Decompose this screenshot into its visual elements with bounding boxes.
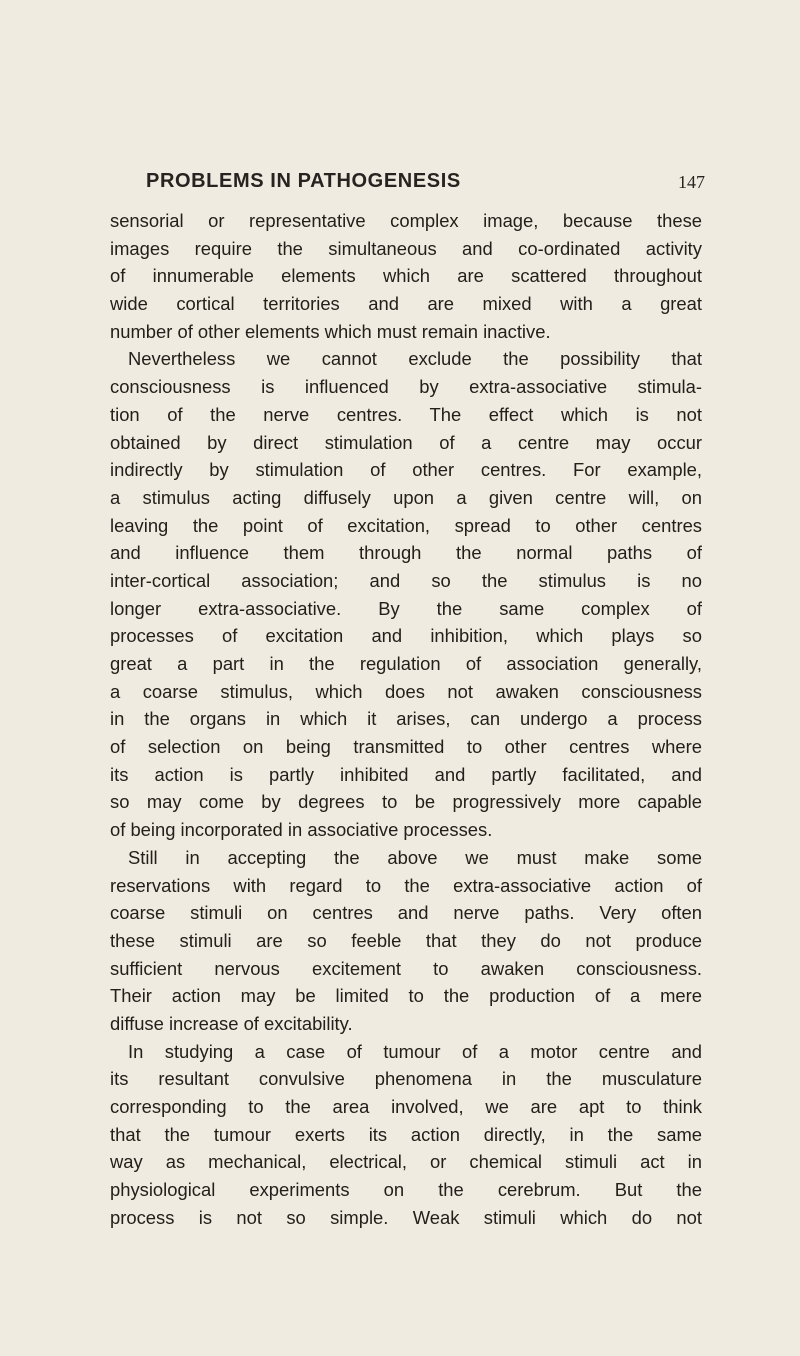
text-line: coarse stimuli on centres and nerve paths. Very often [110,902,702,924]
text-line: In studying a case of tumour of a motor centre and [128,1040,702,1062]
text-line: these stimuli are so feeble that they do not produce [110,929,702,951]
text-line: Nevertheless we cannot exclude the possibility that [128,348,702,370]
text-line: its resultant convulsive phenomena in the musculature [110,1068,702,1090]
text-line: diffuse increase of excitability. [110,1012,353,1034]
text-line: reservations with regard to the extra-associative action of [110,874,702,896]
text-line: physiological experiments on the cerebrum. But the [110,1179,702,1201]
text-line: number of other elements which must remain inactive. [110,320,551,342]
running-head [110,170,710,200]
text-line: its action is partly inhibited and partly facilitated, and [110,763,702,785]
text-line: wide cortical territories and are mixed with a great [110,293,702,315]
text-line: images require the simultaneous and co-ordinated activity [110,237,702,259]
text-line: great a part in the regulation of association generally, [110,653,702,674]
text-line: process is not so simple. Weak stimuli which do not [110,1206,702,1228]
text-line: way as mechanical, electrical, or chemical stimuli act in [110,1151,702,1173]
text-line: sufficient nervous excitement to awaken consciousness. [110,957,702,979]
text-line: sensorial or representative complex image, because these [110,210,702,231]
text-line: longer extra-associative. By the same complex of [110,597,702,619]
text-line: leaving the point of excitation, spread to other centres [110,514,702,536]
text-line: of selection on being transmitted to other centres where [110,736,702,758]
page-number: 147 [678,172,705,192]
text-line: in the organs in which it arises, can undergo a process [110,708,702,730]
text-line: a stimulus acting diffusely upon a given centre will, on [110,486,702,508]
text-line: indirectly by stimulation of other centres. For example, [110,459,702,481]
text-line: corresponding to the area involved, we are apt to think [110,1096,702,1117]
text-line: and influence them through the normal paths of [110,542,702,564]
text-line: tion of the nerve centres. The effect which is not [110,403,702,425]
running-head-title: PROBLEMS IN PATHOGENESIS [146,170,461,192]
text-line: consciousness is influenced by extra-associative stimula- [110,376,702,398]
text-line: obtained by direct stimulation of a centre may occur [110,431,702,453]
text-line: so may come by degrees to be progressively more capable [110,791,702,813]
text-line: of being incorporated in associative processes. [110,819,493,841]
text-line: Still in accepting the above we must make some [128,846,702,868]
body-text [110,207,702,1231]
text-line: processes of excitation and inhibition, which plays so [110,625,702,647]
text-line: Their action may be limited to the production of a mere [110,985,702,1007]
text-line: of innumerable elements which are scattered throughout [110,265,702,287]
text-line: that the tumour exerts its action directly, in the same [110,1123,702,1145]
text-line: inter-cortical association; and so the stimulus is no [110,569,702,591]
text-line: a coarse stimulus, which does not awaken consciousness [110,680,702,702]
